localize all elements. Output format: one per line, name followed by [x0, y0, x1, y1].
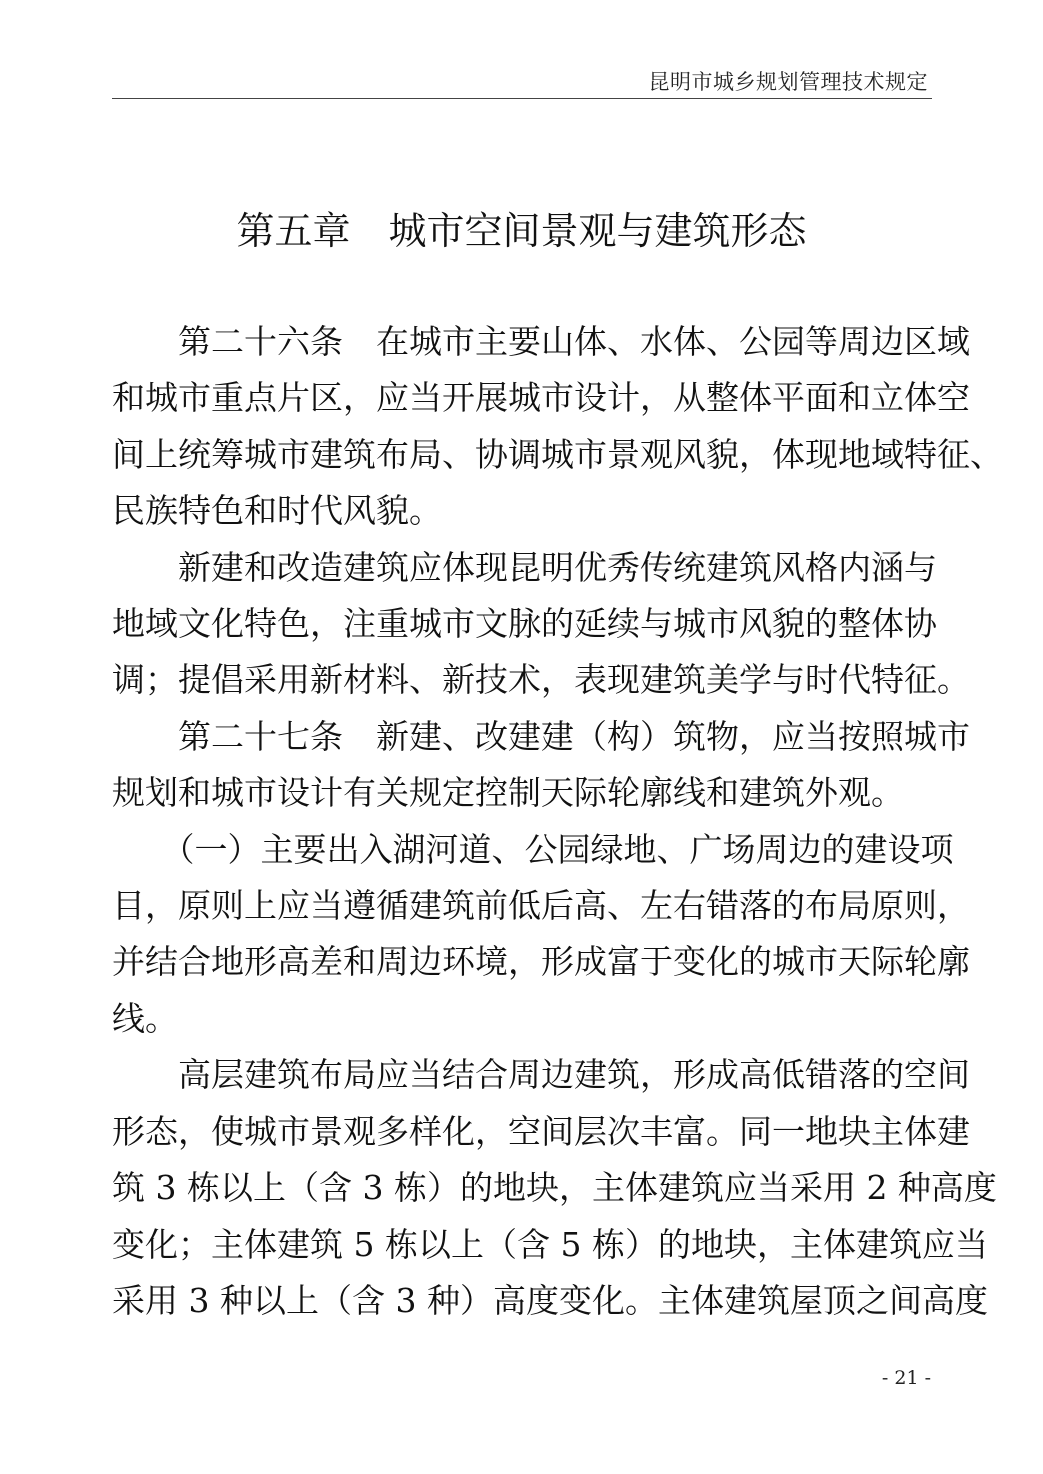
paragraph-article-26: [112, 314, 1003, 540]
text-line: 目，原则上应当遵循建筑前低后高、左右错落的布局原则，: [112, 886, 970, 926]
text-line: 形态，使城市景观多样化，空间层次丰富。同一地块主体建: [112, 1111, 970, 1151]
text-line: 并结合地形高差和周边环境，形成富于变化的城市天际轮廓: [112, 942, 970, 982]
text-line: 高层建筑布局应当结合周边建筑，形成高低错落的空间: [112, 1055, 970, 1095]
text-line: 地域文化特色，注重城市文脉的延续与城市风貌的整体协: [112, 604, 937, 644]
text-line: 变化；主体建筑 5 栋以上（含 5 栋）的地块，主体建筑应当: [112, 1224, 988, 1264]
text-line: 第二十七条 新建、改建建（构）筑物，应当按照城市: [112, 716, 970, 756]
running-header-title: 昆明市城乡规划管理技术规定: [648, 70, 928, 94]
text-line: 规划和城市设计有关规定控制天际轮廓线和建筑外观。: [112, 773, 904, 813]
text-line: 采用 3 种以上（含 3 种）高度变化。主体建筑屋顶之间高度: [112, 1280, 988, 1320]
paragraph-high-rise: [112, 1047, 997, 1329]
text-line: 调；提倡采用新材料、新技术，表现建筑美学与时代特征。: [112, 660, 970, 700]
text-line: 线。: [112, 998, 178, 1038]
paragraph-article-27: [112, 709, 970, 822]
text-line: 和城市重点片区，应当开展城市设计，从整体平面和立体空: [112, 378, 970, 418]
text-line: 第二十六条 在城市主要山体、水体、公园等周边区域: [112, 322, 970, 361]
text-line: 间上统筹城市建筑布局、协调城市景观风貌，体现地域特征、: [112, 434, 1003, 474]
chapter-title: 第五章 城市空间景观与建筑形态: [236, 209, 807, 253]
text-line: 民族特色和时代风貌。: [112, 491, 442, 531]
page-number: - 21 -: [881, 1367, 931, 1389]
text-line: 新建和改造建筑应体现昆明优秀传统建筑风格内涵与: [112, 547, 937, 587]
text-line: （一）主要出入湖河道、公园绿地、广场周边的建设项: [112, 829, 954, 869]
text-line: 筑 3 栋以上（含 3 栋）的地块，主体建筑应当采用 2 种高度: [112, 1168, 997, 1208]
body-text: [112, 314, 1003, 1329]
running-header: [112, 64, 932, 99]
paragraph-item-1: [112, 822, 970, 1048]
paragraph-new-buildings: [112, 540, 970, 709]
